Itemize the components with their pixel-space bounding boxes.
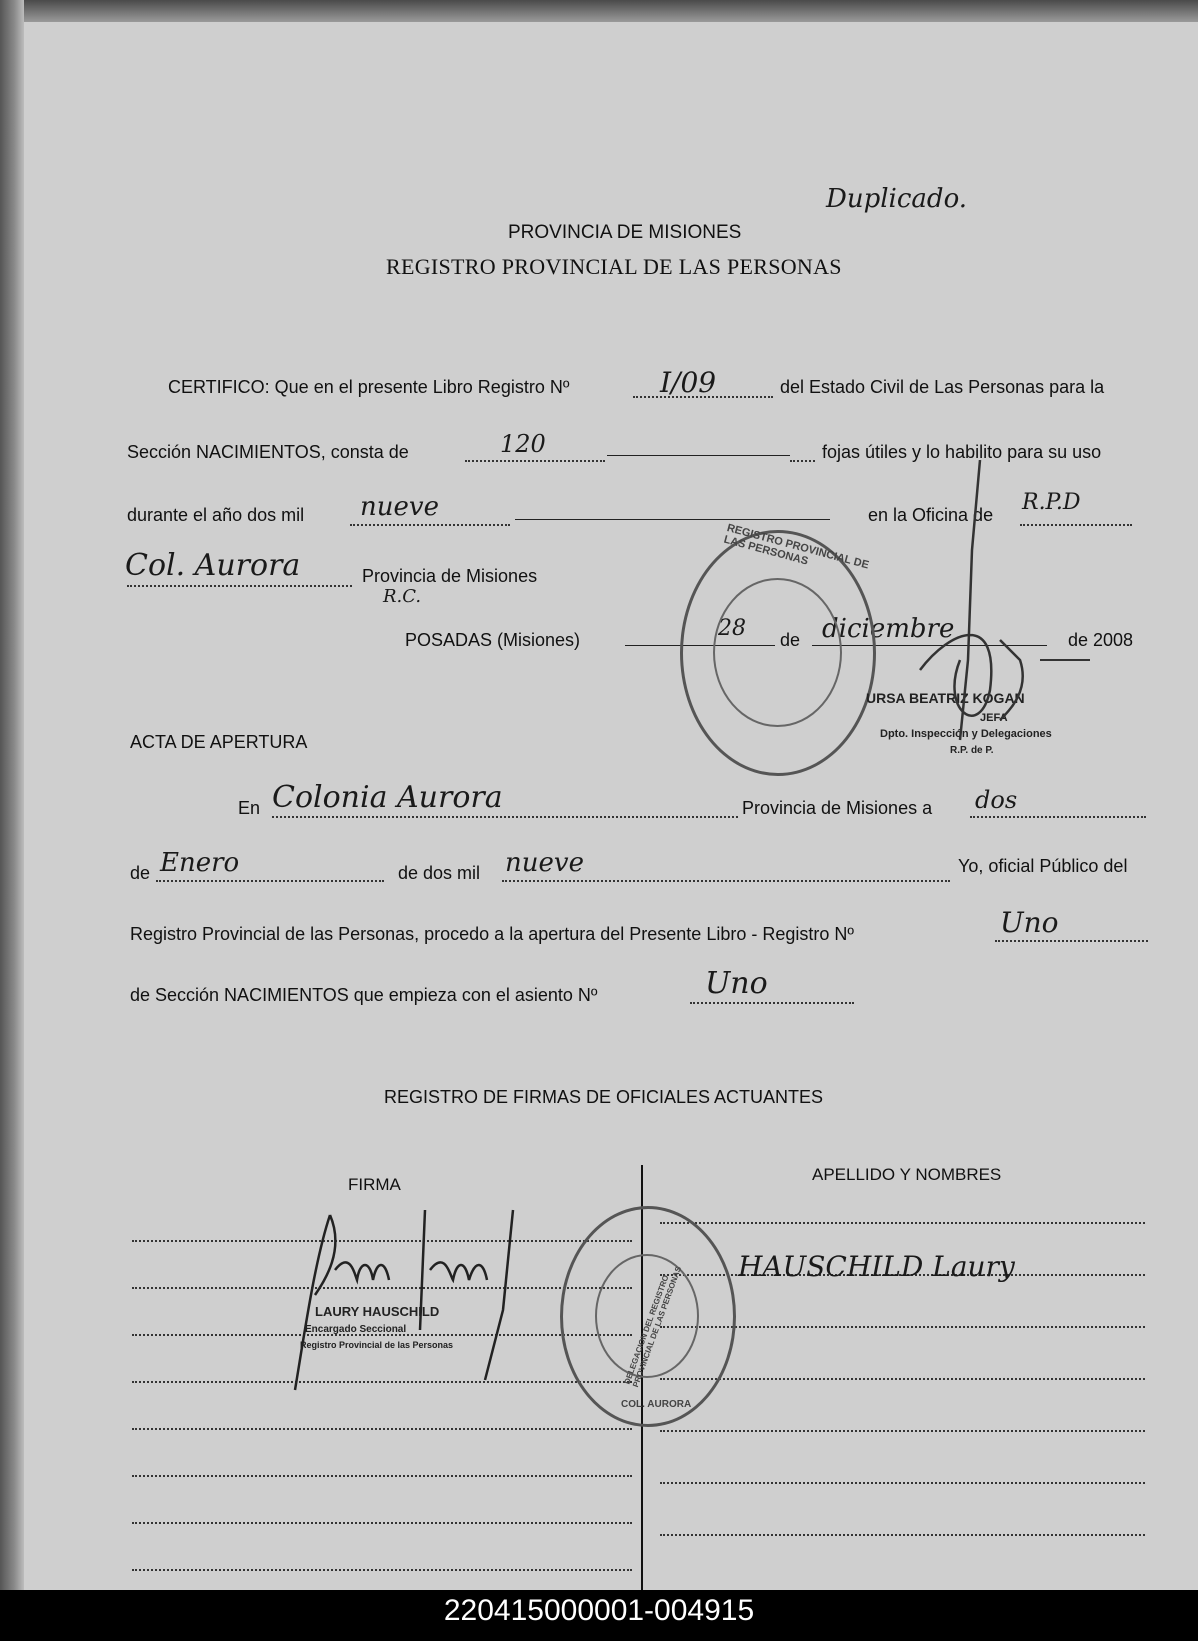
document-id: 220415000001-004915 (443, 1594, 755, 1627)
acta-dia-handwritten: dos (975, 786, 1018, 814)
cert-line4-post: Provincia de Misiones (362, 566, 538, 586)
delegacion-seal-center: COL. AURORA (621, 1399, 692, 1410)
seal-ring-text: REGISTRO PROVINCIAL DE LAS PERSONAS (722, 521, 871, 572)
cert-line1-pre: CERTIFICO: Que en el presente Libro Registro Nº (168, 377, 570, 397)
asiento-dots (690, 1002, 854, 1004)
firma-row (132, 1569, 632, 1571)
cert-line1-post: del Estado Civil de Las Personas para la (780, 377, 1105, 397)
oficina-lugar-handwritten: Col. Aurora (125, 548, 301, 583)
firma-column-header: FIRMA (348, 1175, 401, 1194)
de-label: de (780, 630, 801, 650)
fojas-dots-end (790, 460, 815, 462)
acta-mes-handwritten: Enero (160, 848, 240, 878)
jefa-signature-scribble (880, 460, 1100, 780)
acta-heading: ACTA DE APERTURA (130, 732, 308, 752)
duplicado-annotation: Duplicado. (826, 184, 968, 214)
asiento-handwritten: Uno (705, 966, 768, 1001)
page-top-shadow (0, 0, 1198, 22)
rc-note: R.C. (383, 586, 422, 607)
cert-line2-post: fojas útiles y lo habilito para su uso (822, 442, 1102, 462)
acta-lugar-dots (272, 816, 738, 818)
registro-num-dots (995, 940, 1148, 942)
registro-num-handwritten: Uno (1000, 906, 1059, 939)
acta-dia-dots (970, 816, 1146, 818)
anio-2008: de 2008 (1068, 630, 1134, 650)
oficina-handwritten: R.P.D (1022, 490, 1081, 515)
posadas-label: POSADAS (Misiones) (405, 630, 581, 650)
delegacion-seal-ring-text: DELEGACION DEL REGISTRO PROVINCIAL DE LAS PERSONAS (622, 1265, 684, 1389)
registry-heading: REGISTRO PROVINCIAL DE LAS PERSONAS (386, 254, 842, 279)
acta-dos-mil: de dos mil (398, 863, 481, 883)
oficial-nombre-handwritten: HAUSCHILD Laury (738, 1250, 1015, 1283)
jefa-title: JEFA (980, 712, 1008, 724)
acta-de: de (130, 863, 151, 883)
sig-stamp-name: LAURY HAUSCHILD (315, 1304, 440, 1319)
acta-prov-a: Provincia de Misiones a (742, 798, 933, 818)
anio-handwritten: nueve (360, 492, 439, 522)
firmas-heading: REGISTRO DE FIRMAS DE OFICIALES ACTUANTES (384, 1087, 824, 1107)
delegacion-seal (560, 1206, 736, 1427)
seal-inner-ring (713, 578, 842, 727)
firma-row (132, 1475, 632, 1477)
firma-row (132, 1428, 632, 1430)
sig-stamp-org: Registro Provincial de las Personas (300, 1340, 454, 1350)
dia-handwritten: 28 (718, 616, 746, 641)
book-spine-edge (0, 0, 24, 1590)
acta-yo: Yo, oficial Público del (958, 856, 1128, 876)
fojas-dots (465, 460, 605, 462)
jefa-dept: Dpto. Inspección y Delegaciones (880, 728, 1052, 740)
province-heading: PROVINCIA DE MISIONES (508, 222, 742, 243)
nombre-row (660, 1378, 1145, 1380)
jefa-name: URSA BEATRIZ KOGAN (866, 690, 1025, 706)
acta-mes-dots (156, 880, 384, 882)
cert-line3-pre: durante el año dos mil (127, 505, 305, 525)
firma-row (132, 1522, 632, 1524)
anio-rule (515, 519, 830, 520)
nombre-row (660, 1430, 1145, 1432)
lugar-dots (127, 585, 352, 587)
jefa-code: R.P. de P. (950, 745, 994, 756)
libro-numero-handwritten: I/09 (660, 366, 717, 399)
acta-line4: de Sección NACIMIENTOS que empieza con el asiento Nº (130, 985, 598, 1005)
acta-lugar-handwritten: Colonia Aurora (272, 780, 503, 815)
acta-en: En (238, 798, 261, 818)
sig-stamp-role: Encargado Seccional (305, 1324, 407, 1335)
acta-anio-handwritten: nueve (505, 848, 584, 878)
cert-line2-pre: Sección NACIMIENTOS, consta de (127, 442, 409, 462)
mes-handwritten: diciembre (822, 614, 955, 644)
nombres-column-header: APELLIDO Y NOMBRES (812, 1165, 1002, 1184)
nombre-row (660, 1222, 1145, 1224)
cert-line3-post: en la Oficina de (868, 505, 994, 525)
fojas-rule (607, 455, 790, 456)
nombre-row (660, 1482, 1145, 1484)
acta-line3: Registro Provincial de las Personas, procedo a la apertura del Presente Libro - Registro Nº (130, 924, 854, 944)
nombre-row (660, 1534, 1145, 1536)
anio-dots (350, 524, 510, 526)
fojas-handwritten: 120 (500, 430, 546, 458)
registry-seal-top (680, 521, 876, 776)
oficial-signature (285, 1200, 535, 1400)
acta-anio-dots (502, 880, 950, 882)
